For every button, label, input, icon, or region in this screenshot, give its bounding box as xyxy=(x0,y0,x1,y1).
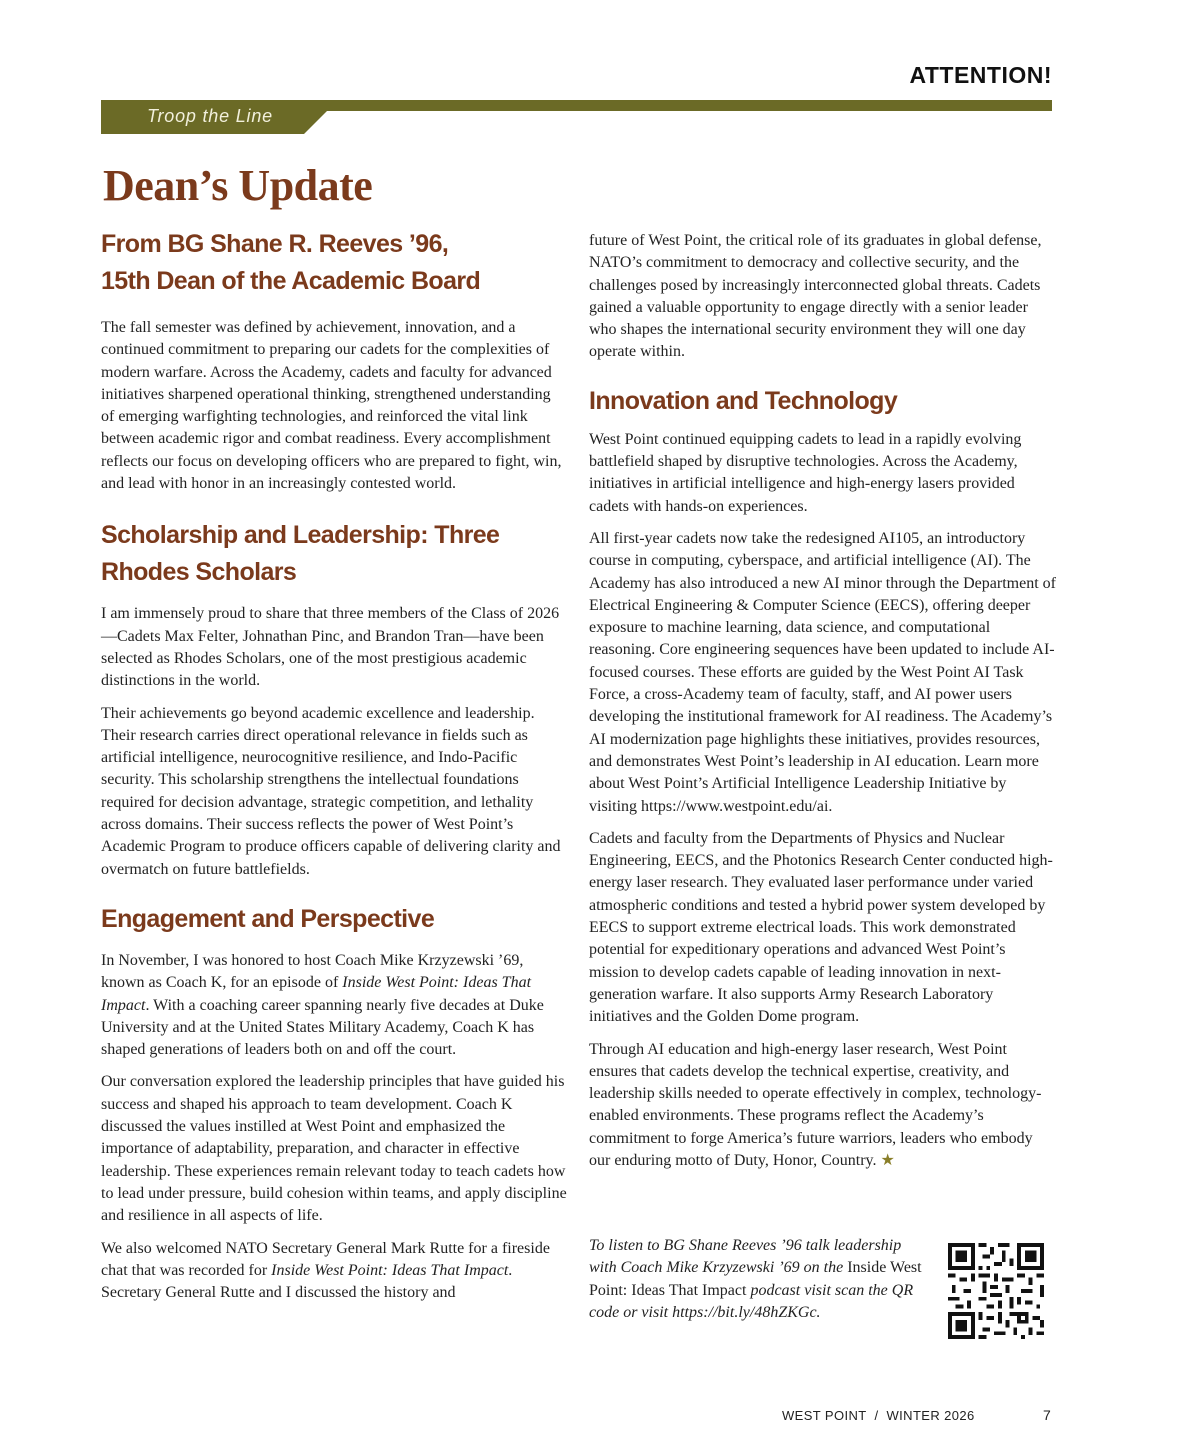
section-ribbon xyxy=(101,100,1052,134)
scholarship-paragraph-2: Their achievements go beyond academic excellence and leadership. Their research carries direct operational relevance in fields such as artificial intelligence, neurocognitive resilience, and Indo-Pacific security. This scholarship strengthens the intellectual foundations required for decision advantage, strategic competition, and lethality across domains. Their success reflects the power of West Point’s Academic Program to produce officers capable of delivering clarity and overmatch on future battlefields. xyxy=(101,704,561,878)
innovation-p4-text: Through AI education and high-energy laser research, West Point ensures that cadets develop the technical expertise, creativity, and leadership skills needed to operate effectively in complex, technology-enabled environments. These programs reflect the Academy’s commitment to forge America’s future warriors, leaders who embody our enduring motto of Duty, Honor, Country. xyxy=(589,1040,1042,1169)
podcast-title: Inside West Point: Ideas That Impact xyxy=(589,1259,922,1299)
footer-publication: WEST POINT / WINTER 2026 xyxy=(782,1408,975,1423)
byline-line-2: 15th Dean of the Academic Board xyxy=(101,267,481,295)
engagement-paragraph-3 xyxy=(101,1238,567,1305)
attention-header: ATTENTION! xyxy=(909,62,1052,88)
engagement-p1-text-b: . With a coaching career spanning nearly five decades at Duke University and at the United States Military Academy, Coach K has shaped generations of leaders both on and off the court. xyxy=(101,996,544,1059)
engagement-heading: Engagement and Perspective xyxy=(101,904,435,933)
engagement-paragraph-1 xyxy=(101,950,567,1061)
engagement-p3-text-a: We also welcomed NATO Secretary General Mark Rutte for a fireside chat that was recorded for xyxy=(101,1239,550,1279)
innovation-heading: Innovation and Technology xyxy=(589,386,898,415)
podcast-title-italic: Inside West Point: Ideas That Impact xyxy=(101,974,532,1014)
innovation-paragraph-3: Cadets and faculty from the Departments of Physics and Nuclear Engineering, EECS, and the Photonics Research Center conducted high-energy laser research. They evaluated laser performance under varied atmospheric conditions and tested a hybrid power system developed by EECS to support extreme electrical loads. This work demonstrated potential for expeditionary operations and advanced West Point’s mission to develop cadets capable of leading innovation in next-generation warfare. It also supports Army Research Laboratory initiatives and the Golden Dome program. xyxy=(589,829,1053,1026)
podcast-callout xyxy=(589,1235,929,1324)
podcast-text-b: podcast visit scan the QR code or visit https://bit.ly/48hZKGc. xyxy=(589,1281,914,1321)
qr-code-icon[interactable] xyxy=(946,1243,1046,1339)
engagement-paragraph-2: Our conversation explored the leadership principles that have guided his success and shaped his approach to team development. Coach K discussed the values instilled at West Point and emphasized the importance of adaptability, preparation, and character in effective leadership. These experiences remain relevant today to teach cadets how to lead under pressure, build cohesion within teams, and apply discipline and resilience in all aspects of life. xyxy=(101,1073,567,1225)
engagement-paragraph-3-continued: future of West Point, the critical role of its graduates in global defense, NATO’s commitment to democracy and collective security, and the challenges posed by increasingly interconnected global threats. Cadets gained a valuable opportunity to engage directly with a senior leader who shapes the international security environment they will one day operate within. xyxy=(589,232,1042,361)
byline-line-1: From BG Shane R. Reeves ’96, xyxy=(101,230,449,258)
intro-paragraph: The fall semester was defined by achievement, innovation, and a continued commitment to preparing our cadets for the complexities of modern warfare. Across the Academy, cadets and faculty for advanced initiatives sharpened operational thinking, strengthened understanding of emerging warfighting technologies, and reinforced the vital link between academic rigor and combat readiness. Every accomplishment reflects our focus on developing officers who are prepared to fight, win, and lead with honor in an increasingly contested world. xyxy=(101,319,562,493)
innovation-paragraph-2: All first-year cadets now take the redesigned AI105, an introductory course in computing, cyberspace, and artificial intelligence (AI). The Academy has also introduced a new AI minor through the Department of Electrical Engineering & Computer Science (EECS), offering deeper exposure to machine learning, data science, and computational reasoning. Core engineering sequences have been updated to include AI-focused courses. These efforts are guided by the West Point AI Task Force, a cross-Academy team of faculty, staff, and AI power users developing the institutional framework for AI readiness. The Academy’s AI modernization page highlights these initiatives, provides resources, and demonstrates West Point’s leadership in AI education. Learn more about West Point’s Artificial Intelligence Leadership Initiative by visiting https://www.westpoint.edu/ai. xyxy=(589,529,1056,815)
end-star-icon: ★ xyxy=(880,1151,895,1169)
scholarship-heading xyxy=(101,517,567,591)
byline-heading xyxy=(101,226,567,300)
scholarship-heading-line-1: Scholarship and Leadership: Three xyxy=(101,521,500,550)
scholarship-paragraph-1: I am immensely proud to share that three members of the Class of 2026—Cadets Max Felter, Johnathan Pinc, and Brandon Tran—have been selected as Rhodes Scholars, one of the most prestigious academic distinctions in the world. xyxy=(101,605,560,690)
left-column xyxy=(101,226,567,1314)
engagement-p1-text-a: In November, I was honored to host Coach Mike Krzyzewski ’69, known as Coach K, for an episode of xyxy=(101,951,524,992)
innovation-paragraph-4 xyxy=(589,1039,1057,1173)
engagement-p3-text-b: . Secretary General Rutte and I discussed the history and xyxy=(101,1261,513,1302)
section-tab-label: Troop the Line xyxy=(147,106,273,126)
right-column xyxy=(589,230,1057,1182)
innovation-paragraph-1: West Point continued equipping cadets to lead in a rapidly evolving battlefield shaped by disruptive technologies. Across the Academy, initiatives in artificial intelligence and high-energy lasers provided cadets with hands-on experiences. xyxy=(589,430,1022,515)
scholarship-heading-line-2: Rhodes Scholars xyxy=(101,558,297,587)
page-title: Dean’s Update xyxy=(103,161,373,210)
page-number: 7 xyxy=(1043,1407,1051,1423)
podcast-text-a: To listen to BG Shane Reeves ’96 talk leadership with Coach Mike Krzyzewski ’69 on the xyxy=(589,1237,902,1277)
podcast-title-italic-2: Inside West Point: Ideas That Impact xyxy=(271,1261,509,1279)
